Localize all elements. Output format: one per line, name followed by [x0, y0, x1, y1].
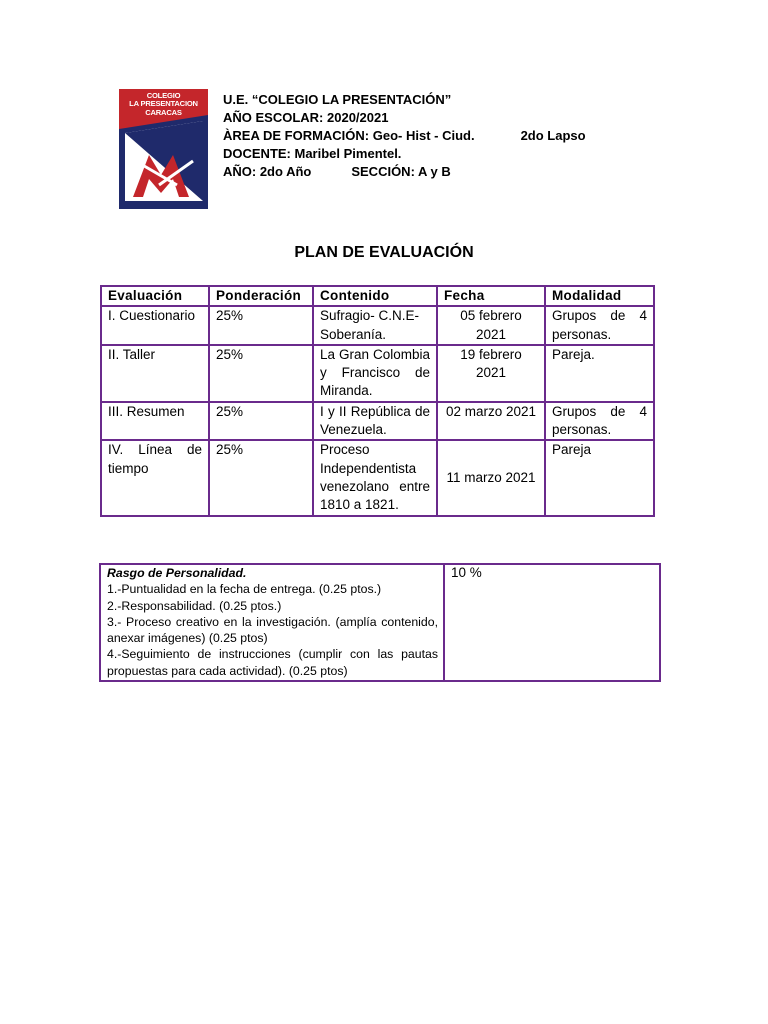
section: SECCIÓN: A y B — [351, 164, 451, 179]
table-header-row — [101, 286, 654, 306]
school-logo — [119, 89, 208, 209]
cell-fecha: 11 marzo 2021 — [437, 440, 545, 515]
evaluation-table — [100, 285, 655, 517]
cell-ponderacion: 25% — [209, 306, 313, 345]
table-row — [101, 306, 654, 345]
personality-trait-table — [99, 563, 661, 682]
trait-criteria-cell — [100, 564, 444, 681]
logo-line: LA PRESENTACION — [129, 99, 198, 109]
cell-modalidad: Pareja. — [545, 345, 654, 402]
cell-evaluacion: IV. Línea de tiempo — [101, 440, 209, 515]
logo-text — [119, 92, 208, 117]
trait-item: 2.-Responsabilidad. (0.25 ptos.) — [107, 598, 282, 613]
page-title: PLAN DE EVALUACIÓN — [294, 244, 474, 261]
grade: AÑO: 2do Año — [223, 164, 312, 179]
cell-fecha: 05 febrero 2021 — [437, 306, 545, 345]
area-of-study: ÀREA DE FORMACIÓN: Geo- Hist - Ciud. — [223, 128, 475, 143]
teacher-name: DOCENTE: Maribel Pimentel. — [223, 146, 402, 161]
cell-ponderacion: 25% — [209, 402, 313, 441]
cell-modalidad: Pareja — [545, 440, 654, 515]
trait-title: Rasgo de Personalidad. — [107, 566, 247, 580]
cell-ponderacion: 25% — [209, 345, 313, 402]
table-row — [101, 402, 654, 441]
logo-line: COLEGIO — [146, 91, 181, 100]
cell-contenido: I y II República de Venezuela. — [313, 402, 437, 441]
table-row — [101, 345, 654, 402]
table-row — [101, 440, 654, 515]
cell-evaluacion: III. Resumen — [101, 402, 209, 441]
column-header: Modalidad — [545, 286, 654, 306]
cell-ponderacion: 25% — [209, 440, 313, 515]
cell-modalidad: Grupos de 4 personas. — [545, 402, 654, 441]
cell-evaluacion: I. Cuestionario — [101, 306, 209, 345]
cell-contenido: Proceso Independentista venezolano entre 1810 a 1821. — [313, 440, 437, 515]
table-row — [100, 564, 660, 681]
column-header: Evaluación — [101, 286, 209, 306]
trait-item: 4.-Seguimiento de instrucciones (cumplir con las pautas propuestas para cada actividad). (0.25 ptos) — [107, 647, 438, 678]
cell-evaluacion: II. Taller — [101, 345, 209, 402]
area-line — [223, 127, 643, 145]
grade-line — [223, 163, 643, 181]
school-year: AÑO ESCOLAR: 2020/2021 — [223, 110, 389, 125]
cell-fecha: 02 marzo 2021 — [437, 402, 545, 441]
school-name: U.E. “COLEGIO LA PRESENTACIÓN” — [223, 92, 452, 107]
cell-contenido: Sufragio- C.N.E- Soberanía. — [313, 306, 437, 345]
cell-modalidad: Grupos de 4 personas. — [545, 306, 654, 345]
cell-contenido: La Gran Colombia y Francisco de Miranda. — [313, 345, 437, 402]
column-header: Fecha — [437, 286, 545, 306]
lapso: 2do Lapso — [520, 128, 586, 143]
trait-item: 3.- Proceso creativo en la investigación. (amplía contenido, anexar imágenes) (0.25 ptos) — [107, 614, 438, 646]
cell-fecha: 19 febrero 2021 — [437, 345, 545, 402]
trait-item: 1.-Puntualidad en la fecha de entrega. (0.25 ptos.) — [107, 582, 382, 597]
logo-line: CARACAS — [145, 107, 182, 117]
column-header: Contenido — [313, 286, 437, 306]
document-header — [223, 91, 643, 181]
trait-value-cell: 10 % — [444, 564, 660, 681]
column-header: Ponderación — [209, 286, 313, 306]
